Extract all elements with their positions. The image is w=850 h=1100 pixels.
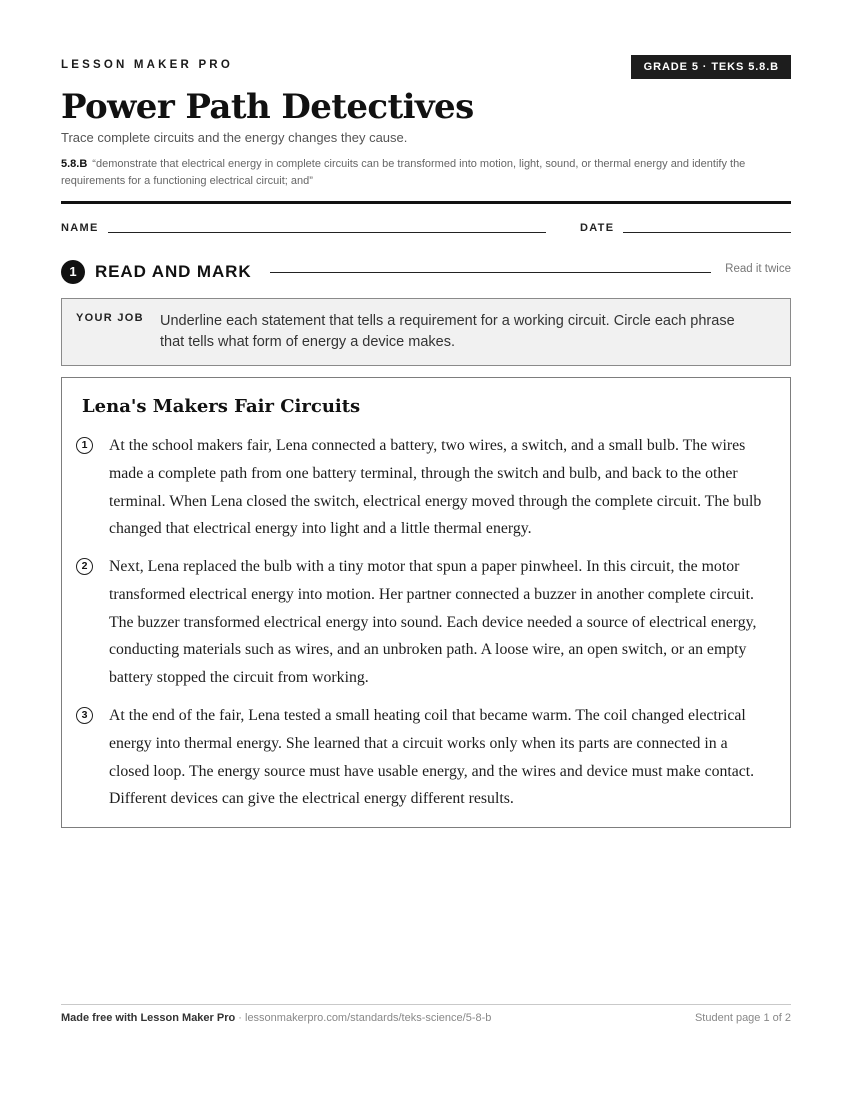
date-label: DATE (580, 222, 615, 234)
paragraph-text: At the school makers fair, Lena connected a battery, two wires, a switch, and a small bulb. The wires made a complete path from one battery terminal, through the switch and bulb, and back to the other terminal. When Lena closed the switch, electrical energy moved through the complete circuit. The bulb changed that electrical energy into light and a little thermal energy. (109, 437, 762, 538)
instructions-label: YOUR JOB (76, 312, 144, 324)
reading-passage (61, 377, 791, 828)
section-divider (270, 272, 711, 273)
worksheet-page (61, 0, 791, 1100)
section-header (61, 259, 791, 285)
footer-brand: Made free with Lesson Maker Pro (61, 1012, 236, 1024)
date-field[interactable] (623, 232, 791, 233)
paragraph-text: At the end of the fair, Lena tested a small heating coil that became warm. The coil changed electrical energy into thermal energy. She learned that a circuit works only when its parts are connected in a closed loop. The energy source must have usable energy, and the wires and device must make contact. Different devices can give the electrical energy different results. (109, 707, 755, 808)
header (61, 55, 791, 79)
section-title: READ AND MARK (95, 262, 252, 281)
paragraph-text: Next, Lena replaced the bulb with a tiny motor that spun a paper pinwheel. In this circuit, the motor transformed electrical energy into motion. Her partner connected a buzzer in another complete circuit. The buzzer transformed electrical energy into sound. Each device needed a source of electrical energy, conducting materials such as wires, and an unbroken path. A loose wire, an open switch, or an empty battery stopped the circuit from working. (109, 558, 757, 687)
footer-url[interactable]: lessonmakerpro.com/standards/teks-science/5-8-b (245, 1012, 492, 1024)
footer-separator: · (235, 1012, 245, 1024)
name-field[interactable] (108, 232, 546, 233)
paragraph-number: 2 (76, 558, 93, 575)
footer-divider (61, 1004, 791, 1005)
instructions-box (61, 298, 791, 366)
instructions-text: Underline each statement that tells a requirement for a working circuit. Circle each phrase that tells what form of energy a device makes. (160, 313, 735, 350)
section-note: Read it twice (725, 263, 791, 275)
paragraph-number: 3 (76, 707, 93, 724)
footer-credit (61, 1012, 491, 1024)
worksheet-title: Power Path Detectives (61, 87, 474, 127)
grade-badge: GRADE 5 · TEKS 5.8.B (631, 55, 791, 79)
paragraph-number: 1 (76, 437, 93, 454)
name-label: NAME (61, 222, 99, 234)
section-number-badge: 1 (61, 260, 85, 284)
header-divider (61, 201, 791, 204)
passage-title: Lena's Makers Fair Circuits (82, 396, 361, 417)
standard-text: “demonstrate that electrical energy in complete circuits can be transformed into motion, light, sound, or thermal energy and identify the requirements for a functioning electrical circuit; and” (61, 158, 746, 187)
standard-code: 5.8.B (61, 158, 88, 170)
worksheet-subtitle: Trace complete circuits and the energy changes they cause. (61, 130, 408, 145)
brand-name: LESSON MAKER PRO (61, 59, 233, 71)
standard-statement (61, 156, 791, 190)
page-number: Student page 1 of 2 (694, 1012, 791, 1024)
